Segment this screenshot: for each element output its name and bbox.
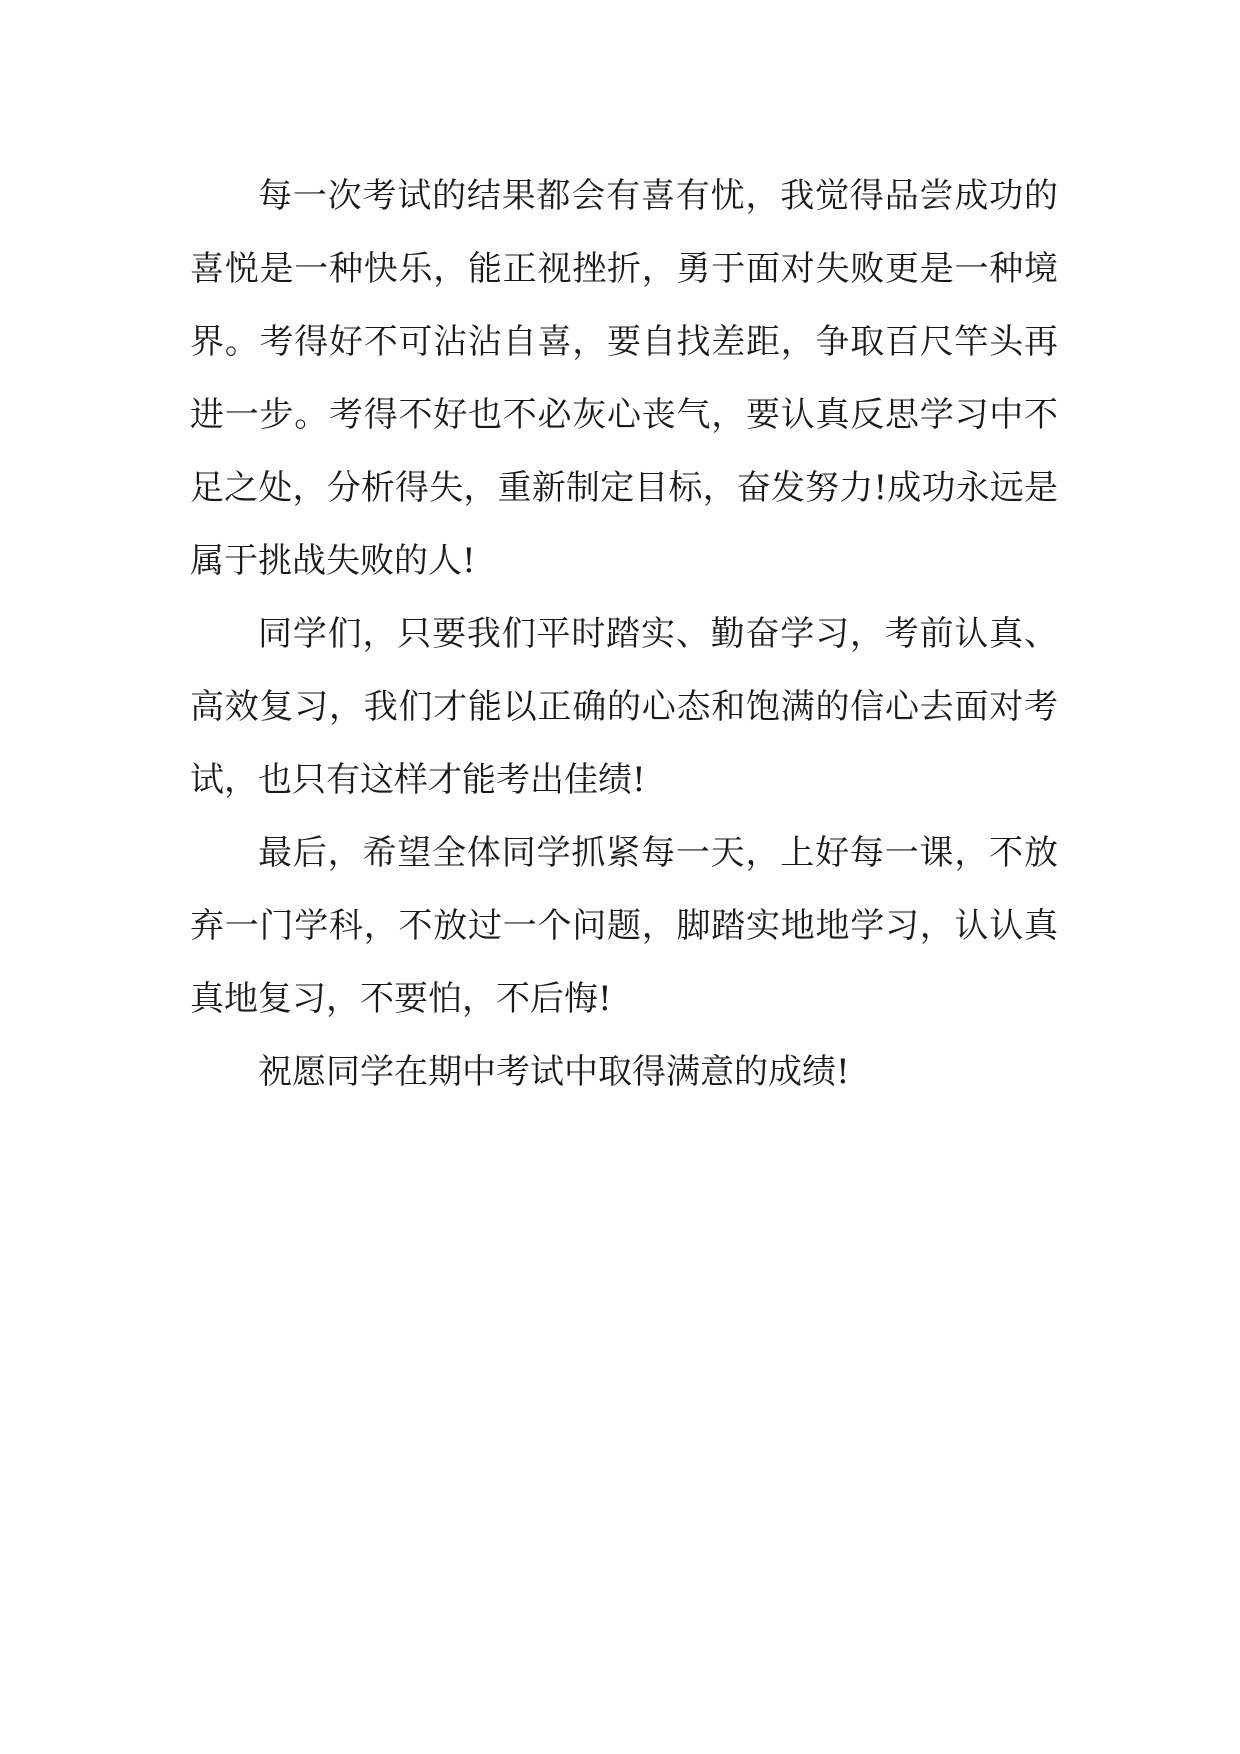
text-line: 属于挑战失败的人! xyxy=(190,541,476,581)
text-line: 足之处，分析得失，重新制定目标，奋发努力!成功永远是 xyxy=(190,468,1058,508)
text-line: 真地复习，不要怕，不后悔! xyxy=(190,979,612,1019)
document-body xyxy=(190,160,1058,1109)
text-line: 高效复习，我们才能以正确的心态和饱满的信心去面对考 xyxy=(190,687,1058,727)
text-line: 祝愿同学在期中考试中取得满意的成绩! xyxy=(258,1052,850,1092)
text-line: 试，也只有这样才能考出佳绩! xyxy=(190,760,646,800)
paragraph xyxy=(190,1036,1058,1109)
text-line: 每一次考试的结果都会有喜有忧，我觉得品尝成功的 xyxy=(258,176,1058,216)
text-line: 最后，希望全体同学抓紧每一天，上好每一课，不放 xyxy=(258,833,1058,873)
paragraph xyxy=(190,598,1058,817)
paragraph xyxy=(190,817,1058,1036)
paragraph xyxy=(190,160,1058,598)
text-line: 进一步。考得不好也不必灰心丧气，要认真反思学习中不 xyxy=(190,395,1058,435)
text-line: 喜悦是一种快乐，能正视挫折，勇于面对失败更是一种境 xyxy=(190,249,1058,289)
text-line: 弃一门学科，不放过一个问题，脚踏实地地学习，认认真 xyxy=(190,906,1058,946)
text-line: 界。考得好不可沾沾自喜，要自找差距，争取百尺竿头再 xyxy=(190,322,1058,362)
text-line: 同学们，只要我们平时踏实、勤奋学习，考前认真、 xyxy=(258,614,1058,654)
